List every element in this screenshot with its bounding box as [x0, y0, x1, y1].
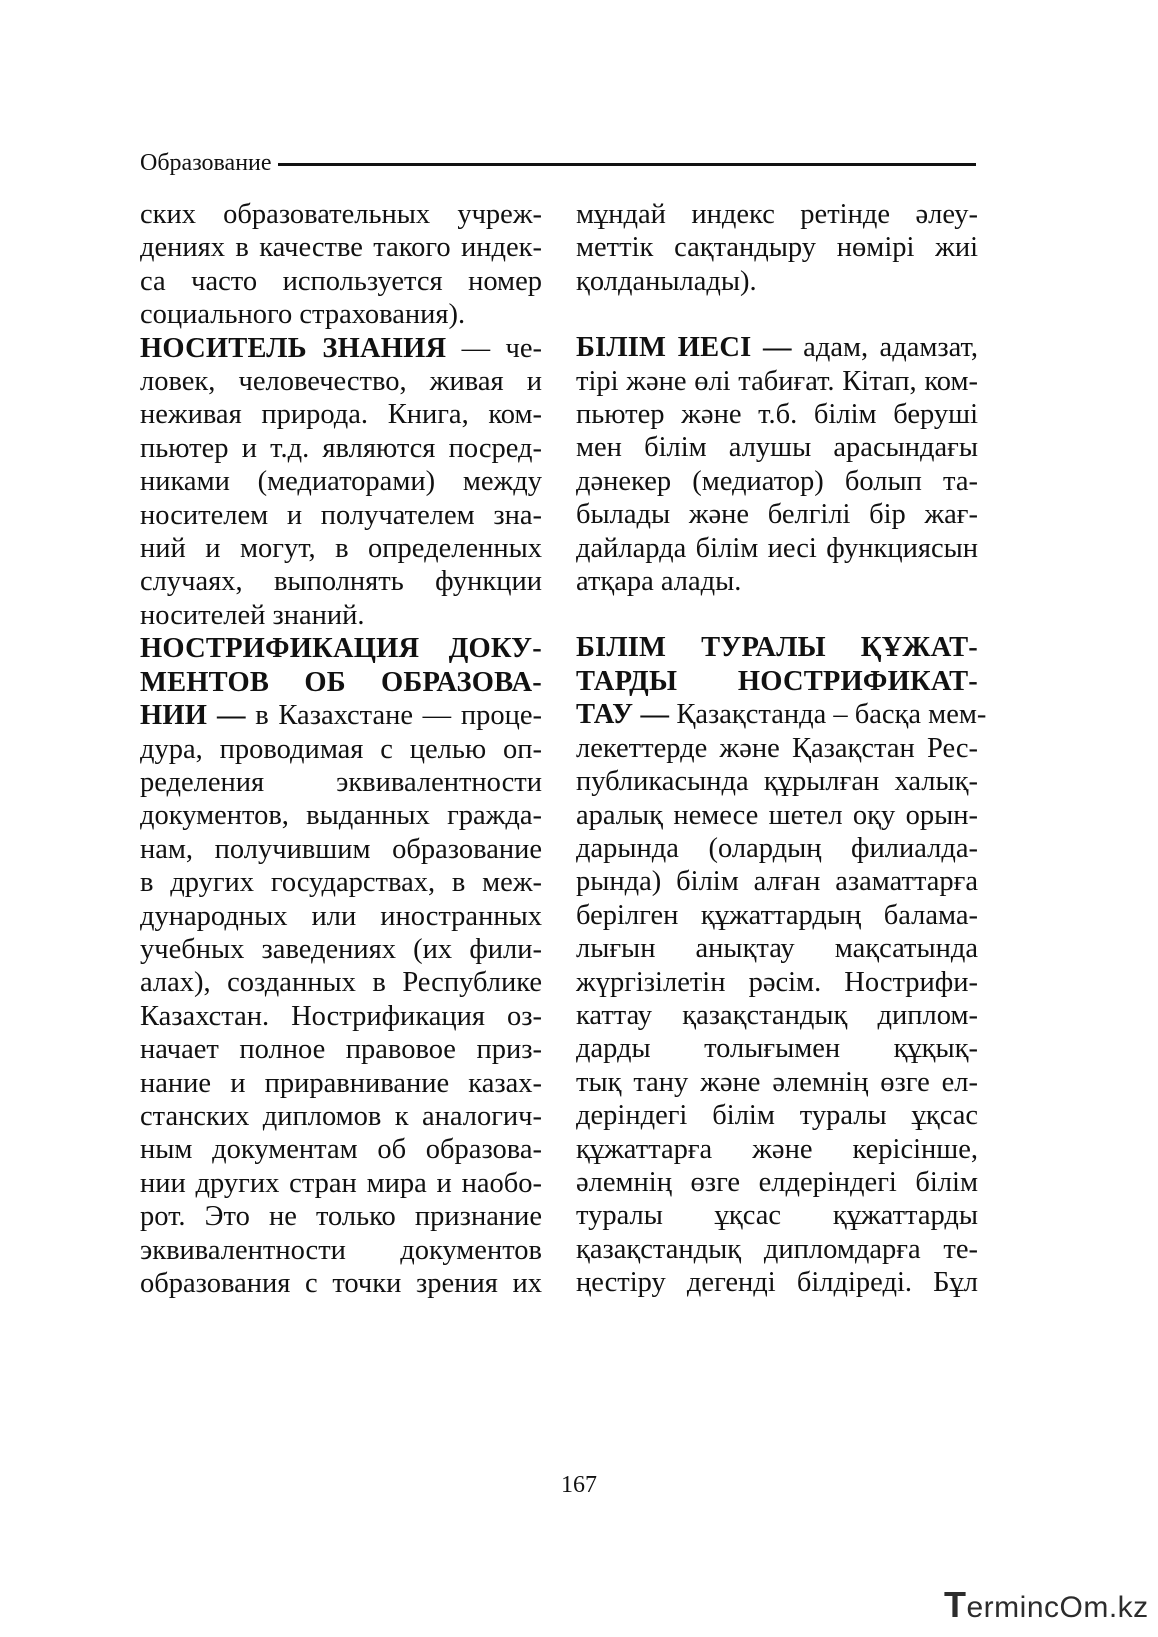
- text-line: [140, 298, 542, 331]
- text-line: [140, 933, 542, 966]
- text-line: [576, 431, 978, 464]
- entry-text: дәнекер (медиатор) болып та-: [576, 465, 978, 497]
- text-line: [140, 966, 542, 999]
- watermark-initial: T: [944, 1584, 967, 1625]
- text-line: [140, 900, 542, 933]
- text-line: [140, 1100, 542, 1133]
- text-line: [140, 733, 542, 766]
- text-line: [576, 1133, 978, 1166]
- entry-text: құжаттарға және керісінше,: [576, 1133, 978, 1165]
- text-line: [140, 666, 542, 699]
- text-line: [576, 1166, 978, 1199]
- header-rule: [278, 163, 976, 166]
- text-line: [140, 632, 542, 665]
- entry-text: дениях в качестве такого индек-: [140, 232, 542, 264]
- text-line: [576, 532, 978, 565]
- text-line: [140, 1167, 542, 1200]
- entry-text: начает полное правовое приз-: [140, 1034, 542, 1066]
- text-line: [576, 231, 978, 264]
- watermark-logo: [944, 1584, 1149, 1625]
- paragraph-gap: [576, 598, 978, 631]
- entry-text: учебных заведениях (их фили-: [140, 933, 542, 965]
- entry-text: тірі және өлі табиғат. Кітап, ком-: [576, 365, 978, 397]
- text-line: [140, 1033, 542, 1066]
- entry-text: дарды толығымен құқық-: [576, 1033, 978, 1065]
- entry-term: БІЛІМ ТУРАЛЫ ҚҰЖАТ-: [576, 632, 978, 664]
- text-line: [576, 1066, 978, 1099]
- text-line: [576, 465, 978, 498]
- text-line: [140, 766, 542, 799]
- text-line: [576, 631, 978, 664]
- text-line: [576, 1199, 978, 1232]
- running-head: [140, 148, 976, 178]
- text-line: [576, 565, 978, 598]
- entry-text: қолданылады).: [576, 265, 757, 297]
- entry-text: — че-: [446, 332, 542, 364]
- text-line: [576, 698, 987, 731]
- entry-text: нам, получившим образование: [140, 833, 542, 865]
- text-line: [576, 398, 978, 431]
- entry-text: дура, проводимая с целью оп-: [140, 733, 542, 765]
- entry-text: ределения эквивалентности: [140, 766, 542, 798]
- text-line: [140, 231, 542, 264]
- text-line: [140, 799, 542, 832]
- entry-text: в других государствах, в меж-: [140, 867, 542, 899]
- entry-text: лығын анықтау мақсатында: [576, 933, 978, 965]
- entry-text: случаях, выполнять функции: [140, 566, 542, 598]
- text-line: [576, 765, 978, 798]
- entry-text: ңестіру дегенді білдіреді. Бұл: [576, 1267, 978, 1299]
- entry-text: публикасында құрылған халық-: [576, 766, 978, 798]
- entry-term: НОСИТЕЛЬ ЗНАНИЯ: [140, 332, 447, 364]
- watermark-text: ermincOm.kz: [966, 1591, 1149, 1624]
- entry-text: никами (медиаторами) между: [140, 466, 542, 498]
- entry-text: в Казахстане — проце-: [245, 700, 542, 732]
- text-line: [140, 1067, 542, 1100]
- page-number: 167: [561, 1472, 597, 1498]
- entry-text: берілген құжаттардың балама-: [576, 899, 978, 931]
- entry-term: БІЛІМ ИЕСІ —: [576, 332, 792, 364]
- text-line: [576, 198, 978, 231]
- entry-text: лекеттерде және Қазақстан Рес-: [576, 732, 978, 764]
- entry-text: Казахстан. Нострификация оз-: [140, 1000, 542, 1032]
- text-line: [140, 198, 542, 231]
- text-line: [576, 665, 978, 698]
- text-line: [576, 1266, 978, 1299]
- text-line: [576, 832, 978, 865]
- entry-term: ТАРДЫ НОСТРИФИКАТ-: [576, 665, 978, 697]
- entry-text: ний и могут, в определенных: [140, 533, 542, 565]
- text-line: [576, 1099, 978, 1132]
- entry-term: НИИ —: [140, 700, 246, 732]
- entry-term: МЕНТОВ ОБ ОБРАЗОВА-: [140, 666, 542, 698]
- text-line: [140, 1133, 542, 1166]
- entry-text: деріндегі білім туралы ұқсас: [576, 1100, 978, 1132]
- text-line: [576, 865, 978, 898]
- text-line: [140, 265, 542, 298]
- text-line: [140, 1200, 542, 1233]
- text-line: [576, 799, 978, 832]
- text-line: [140, 599, 542, 632]
- text-line: [576, 732, 978, 765]
- entry-text: каттау қазақстандық диплом-: [576, 999, 978, 1031]
- text-line: [140, 365, 542, 398]
- text-line: [576, 265, 978, 298]
- text-line: [576, 899, 978, 932]
- entry-text: атқара алады.: [576, 566, 742, 598]
- entry-text: пьютер және т.б. білім беруші: [576, 399, 978, 431]
- entry-text: Қазақстанда – басқа мем-: [669, 699, 987, 731]
- entry-text: алах), созданных в Республике: [140, 967, 542, 999]
- entry-text: тық тану және әлемнің өзге ел-: [576, 1066, 978, 1098]
- text-line: [140, 1234, 542, 1267]
- entry-text: жүргізілетін рәсім. Нострифи-: [576, 966, 978, 998]
- entry-text: образования с точки зрения их: [140, 1268, 542, 1299]
- entry-text: носителем и получателем зна-: [140, 499, 542, 531]
- entry-text: носителей знаний.: [140, 599, 365, 631]
- entry-term: ТАУ —: [576, 699, 670, 731]
- entry-term: НОСТРИФИКАЦИЯ ДОКУ-: [140, 633, 542, 665]
- entry-text: меттік сақтандыру нөмірі жиі: [576, 232, 978, 264]
- entry-text: туралы ұқсас құжаттарды: [576, 1200, 978, 1232]
- entry-text: ских образовательных учреж-: [140, 199, 542, 230]
- text-line: [140, 1267, 542, 1300]
- text-line: [140, 1000, 542, 1033]
- entry-text: рында) білім алған азаматтарға: [576, 866, 978, 898]
- text-line: [140, 465, 542, 498]
- paragraph-gap: [576, 298, 978, 331]
- entry-text: станских дипломов к аналогич-: [140, 1100, 542, 1132]
- text-line: [140, 866, 542, 899]
- text-line: [576, 1233, 978, 1266]
- text-line: [576, 999, 978, 1032]
- right-column: [576, 198, 987, 1300]
- entry-text: социального страхования).: [140, 299, 466, 331]
- text-line: [140, 332, 542, 365]
- entry-text: нии других стран мира и наобо-: [140, 1167, 542, 1199]
- entry-text: әлемнің өзге елдеріндегі білім: [576, 1166, 978, 1198]
- text-line: [140, 833, 542, 866]
- entry-text: адам, адамзат,: [791, 332, 978, 364]
- text-line: [140, 432, 542, 465]
- text-line: [140, 499, 542, 532]
- text-line: [576, 498, 978, 531]
- text-line: [576, 365, 978, 398]
- text-line: [576, 331, 978, 364]
- text-line: [576, 1032, 978, 1065]
- entry-text: ным документам об образова-: [140, 1134, 542, 1166]
- entry-text: эквивалентности документов: [140, 1234, 542, 1266]
- entry-text: документов, выданных гражда-: [140, 800, 542, 832]
- entry-text: нание и приравнивание казах-: [140, 1067, 542, 1099]
- text-line: [140, 699, 542, 732]
- left-column: [140, 198, 542, 1300]
- entry-text: былады және белгілі бір жағ-: [576, 499, 978, 531]
- section-title: Образование: [140, 149, 272, 176]
- entry-text: рот. Это не только признание: [140, 1201, 542, 1233]
- entry-text: неживая природа. Книга, ком-: [140, 399, 542, 431]
- text-line: [140, 532, 542, 565]
- entry-text: дарында (олардың филиалда-: [576, 832, 978, 864]
- entry-text: мұндай индекс ретінде әлеу-: [576, 199, 978, 230]
- text-line: [140, 398, 542, 431]
- entry-text: пьютер и т.д. являются посред-: [140, 432, 542, 464]
- entry-text: ловек, человечество, живая и: [140, 366, 542, 398]
- entry-text: аралық немесе шетел оқу орын-: [576, 799, 978, 831]
- entry-text: са часто используется номер: [140, 265, 542, 297]
- entry-text: дународных или иностранных: [140, 900, 542, 932]
- text-line: [576, 932, 978, 965]
- entry-text: қазақстандық дипломдарға те-: [576, 1233, 978, 1265]
- entry-text: дайларда білім иесі функциясын: [576, 532, 978, 564]
- text-line: [140, 565, 542, 598]
- text-line: [576, 966, 978, 999]
- entry-text: мен білім алушы арасындағы: [576, 432, 978, 464]
